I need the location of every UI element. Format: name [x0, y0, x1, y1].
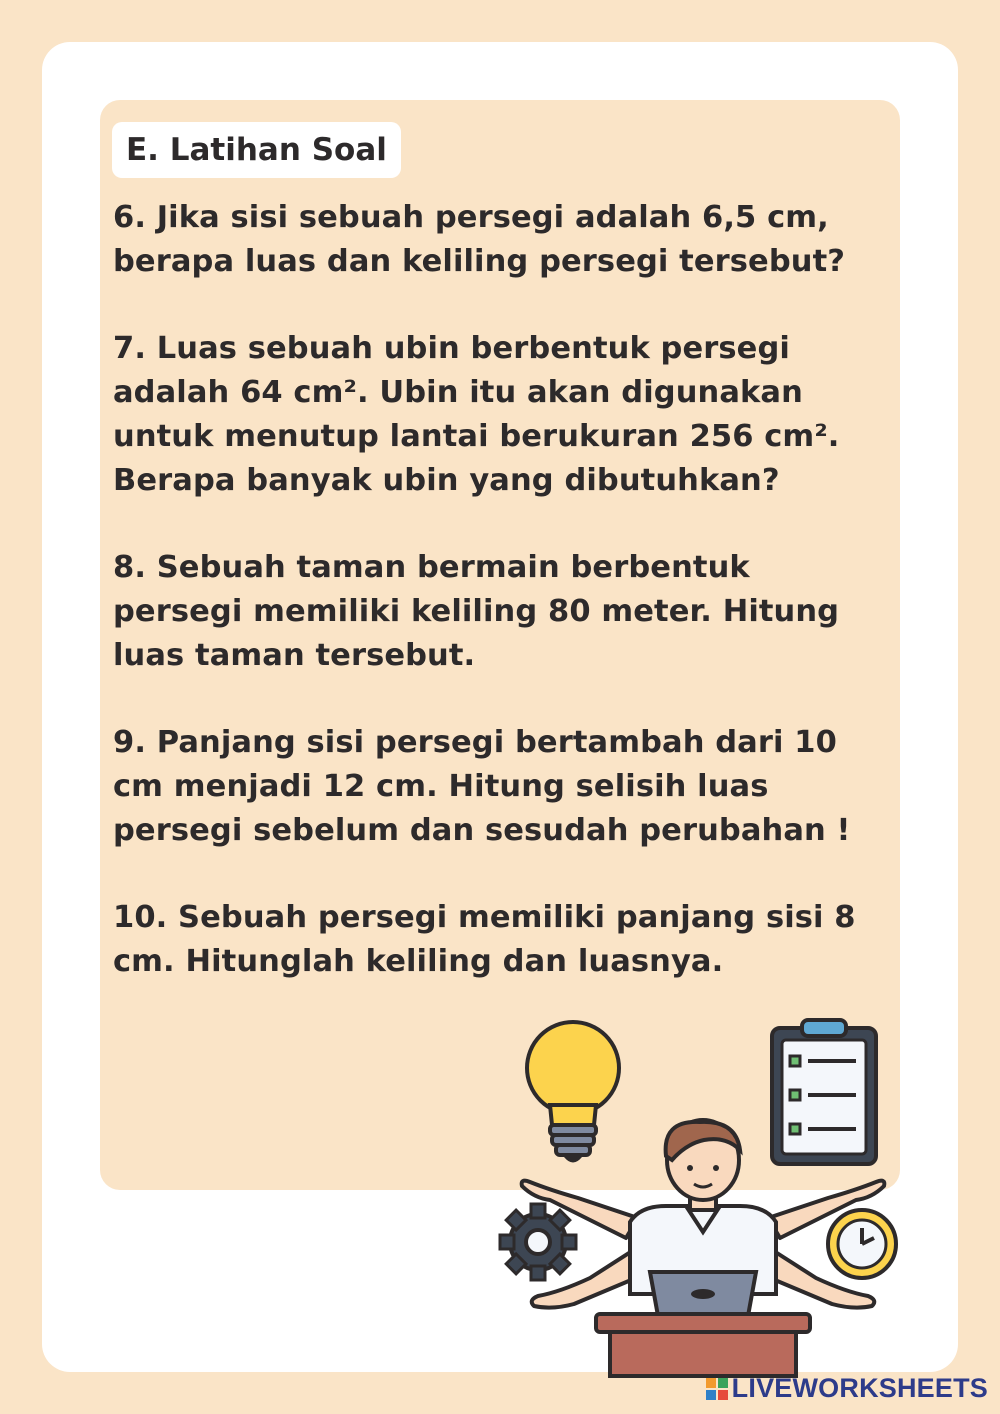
question-9: 9. Panjang sisi persegi bertambah dari 10 cm menjadi 12 cm. Hitung selisih luas persegi sebelum dan sesudah perubahan !	[113, 725, 851, 848]
question-8: 8. Sebuah taman bermain berbentuk persegi memiliki keliling 80 meter. Hitung luas taman tersebut.	[113, 550, 840, 673]
liveworksheets-brand	[706, 1373, 988, 1404]
liveworksheets-logo-icon	[706, 1378, 728, 1400]
question-10: 10. Sebuah persegi memiliki panjang sisi 8 cm. Hitunglah keliling dan luasnya.	[113, 900, 856, 979]
desk	[596, 1314, 810, 1376]
clipboard-checklist-icon	[772, 1020, 876, 1164]
question-6: 6. Jika sisi sebuah persegi adalah 6,5 cm, berapa luas dan keliling persegi tersebut?	[113, 200, 846, 279]
section-title: E. Latihan Soal	[112, 122, 401, 178]
lightbulb-icon	[527, 1022, 619, 1163]
gear-icon	[500, 1204, 576, 1280]
brand-text: LIVEWORKSHEETS	[731, 1373, 988, 1403]
question-list	[113, 196, 893, 1027]
worker-head	[666, 1120, 740, 1200]
clock-icon	[828, 1210, 896, 1278]
laptop-icon	[650, 1272, 756, 1316]
multitasking-worker-illustration	[490, 1010, 910, 1380]
question-7: 7. Luas sebuah ubin berbentuk persegi adalah 64 cm². Ubin itu akan digunakan untuk menutup lantai berukuran 256 cm². Berapa banyak ubin yang dibutuhkan?	[113, 331, 840, 498]
